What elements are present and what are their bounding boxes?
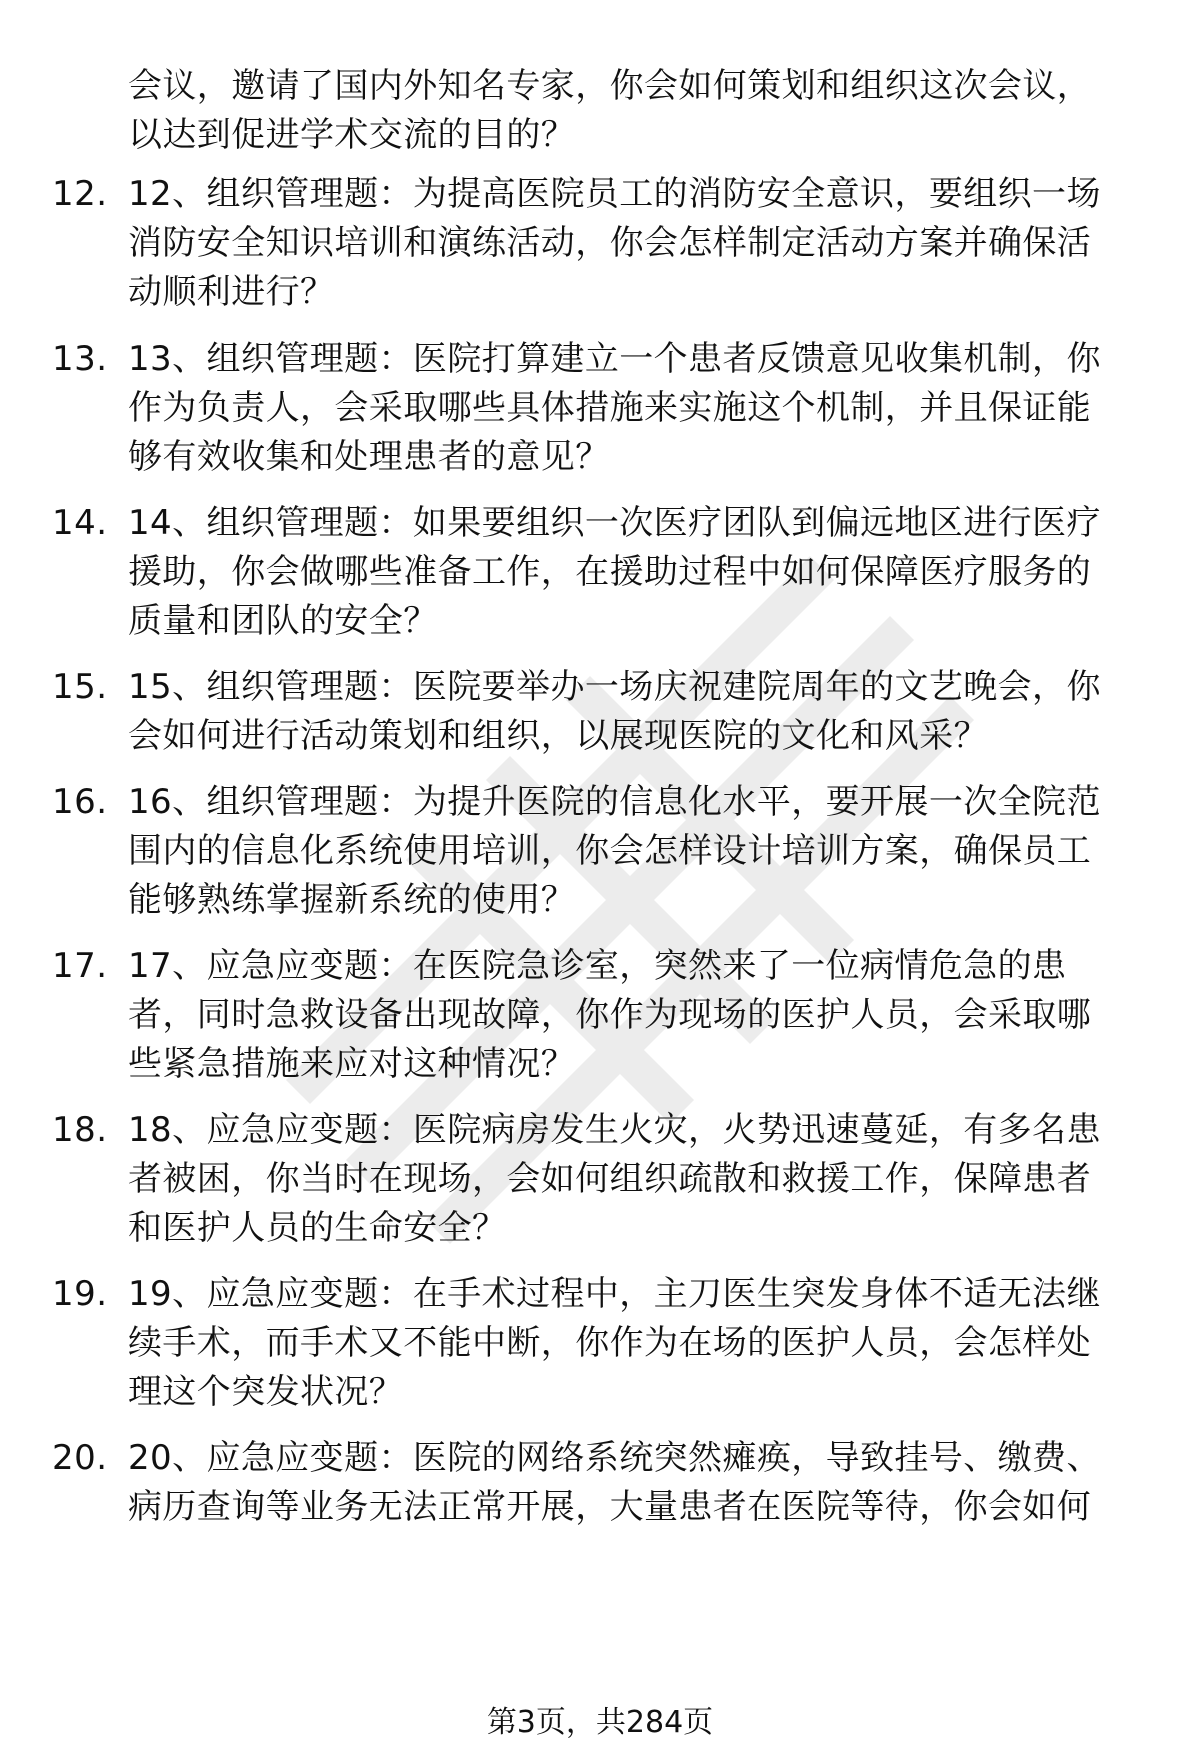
item-text: 15、组织管理题：医院要举办一场庆祝建院周年的文艺晚会，你 会如何进行活动策划和组织，以展现医院的文化和风采？: [128, 667, 1101, 756]
item-number: 19.: [52, 1274, 108, 1314]
item-number: 15.: [52, 667, 108, 707]
item-number: 18.: [52, 1110, 108, 1150]
item-text: 13、组织管理题：医院打算建立一个患者反馈意见收集机制，你 作为负责人，会采取哪些具体措施来实施这个机制，并且保证能 够有效收集和处理患者的意见？: [128, 339, 1101, 477]
item-text: 19、应急应变题：在手术过程中，主刀医生突发身体不适无法继 续手术，而手术又不能中断，你作为在场的医护人员，会怎样处 理这个突发状况？: [128, 1274, 1101, 1412]
item-text: 16、组织管理题：为提升医院的信息化水平，要开展一次全院范 围内的信息化系统使用培训，你会怎样设计培训方案，确保员工 能够熟练掌握新系统的使用？: [128, 782, 1101, 920]
item-number: 12.: [52, 174, 108, 214]
item-number: 14.: [52, 503, 108, 543]
item-text: 12、组织管理题：为提高医院员工的消防安全意识，要组织一场 消防安全知识培训和演练活动，你会怎样制定活动方案并确保活 动顺利进行？: [128, 174, 1101, 312]
item-number: 16.: [52, 782, 108, 822]
item-text: 20、应急应变题：医院的网络系统突然瘫痪，导致挂号、缴费、 病历查询等业务无法正常开展，大量患者在医院等待，你会如何: [128, 1438, 1101, 1527]
item-text: 17、应急应变题：在医院急诊室，突然来了一位病情危急的患 者，同时急救设备出现故障，你作为现场的医护人员，会采取哪 些紧急措施来应对这种情况？: [128, 946, 1092, 1084]
page-footer: 第3页，共284页: [486, 1705, 714, 1740]
item-text: 14、组织管理题：如果要组织一次医疗团队到偏远地区进行医疗 援助，你会做哪些准备工作，在援助过程中如何保障医疗服务的 质量和团队的安全？: [128, 503, 1101, 641]
item-number: 17.: [52, 946, 108, 986]
item-number: 13.: [52, 339, 108, 379]
continuation-text: 会议，邀请了国内外知名专家，你会如何策划和组织这次会议， 以达到促进学术交流的目的？: [128, 66, 1092, 155]
item-number: 20.: [52, 1438, 108, 1478]
item-text: 18、应急应变题：医院病房发生火灾，火势迅速蔓延，有多名患 者被困，你当时在现场，会如何组织疏散和救援工作，保障患者 和医护人员的生命安全？: [128, 1110, 1101, 1248]
